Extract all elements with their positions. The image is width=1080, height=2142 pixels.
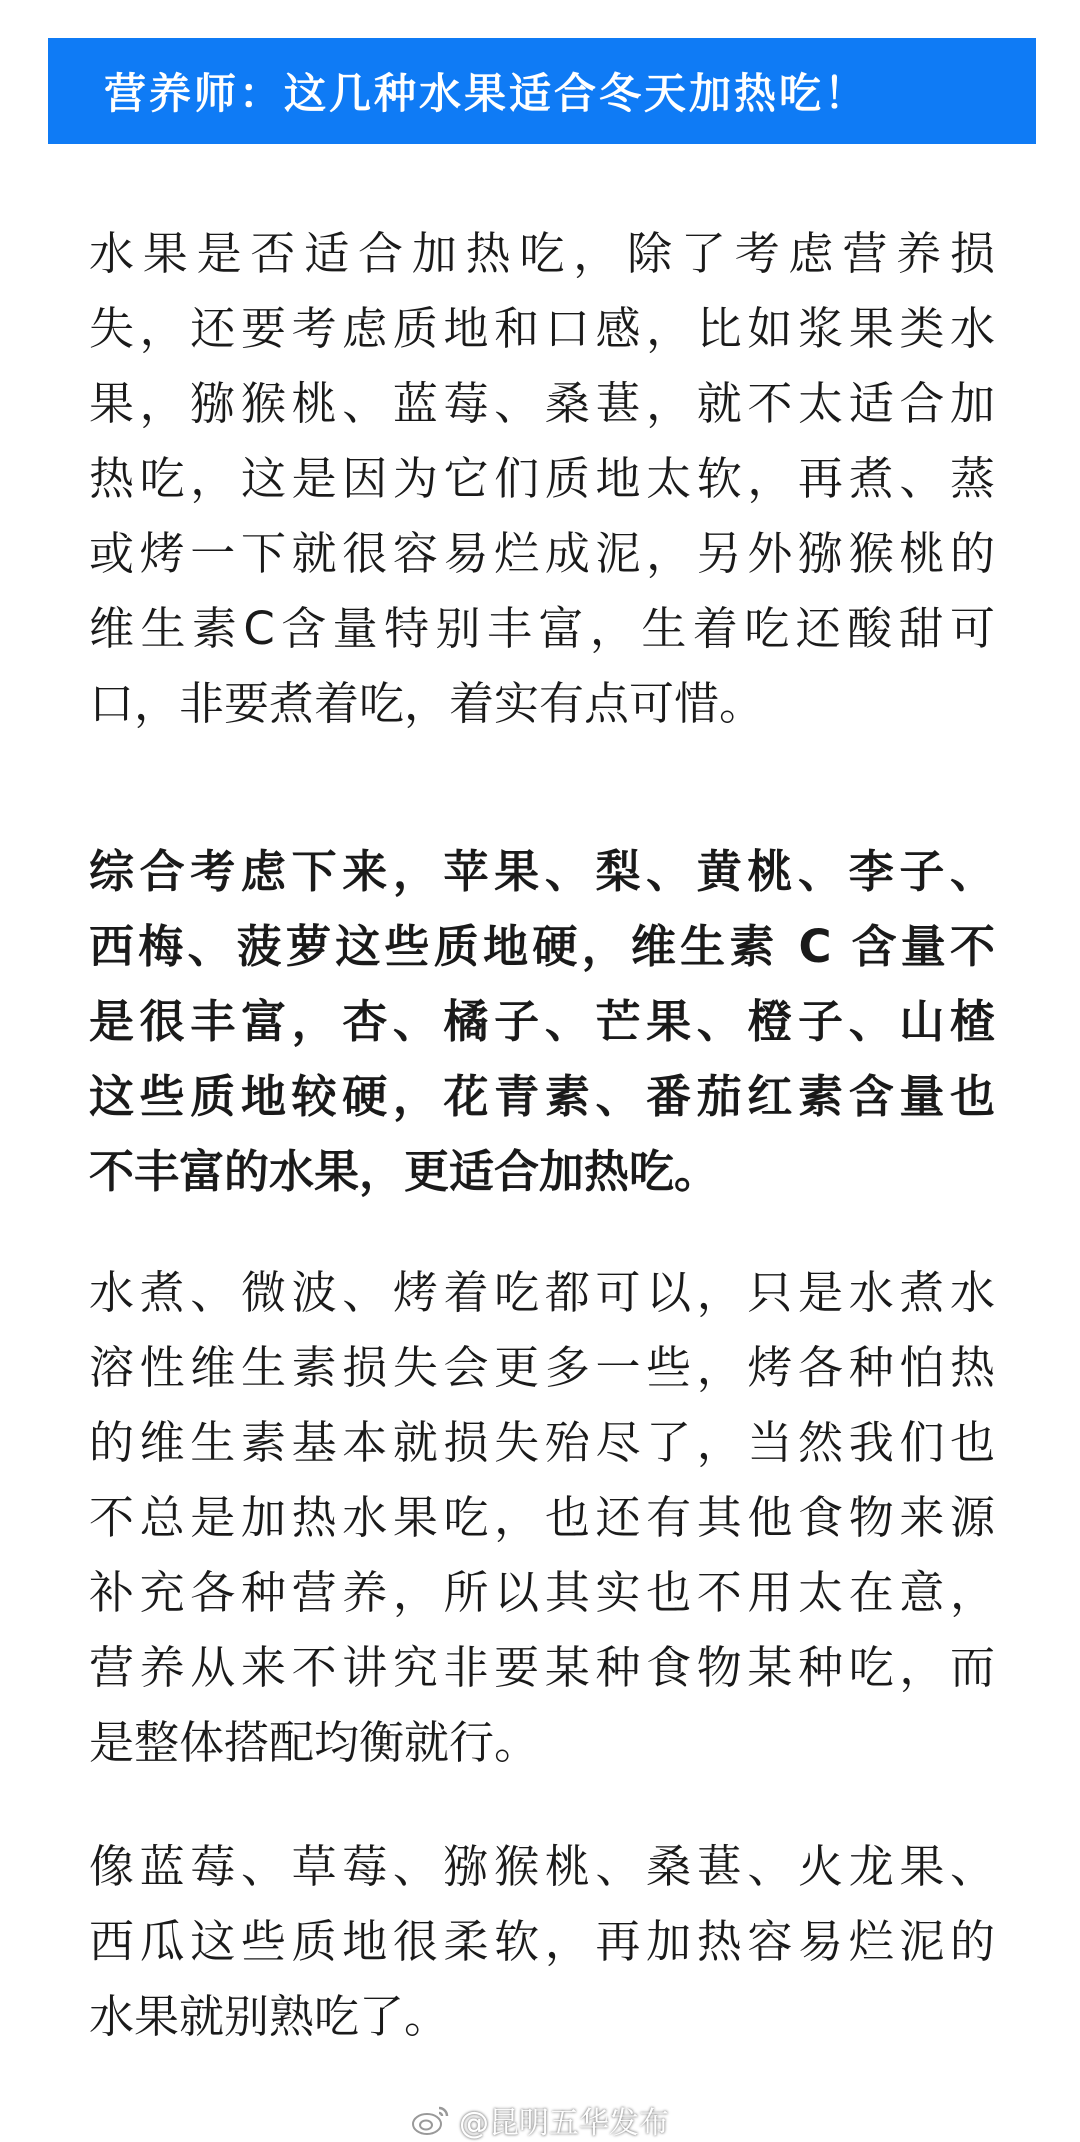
weibo-logo-icon bbox=[411, 2104, 451, 2136]
text-line: 果，猕猴桃、蓝莓、桑葚，就不太适合加 bbox=[89, 377, 995, 430]
text-line: 综合考虑下来，苹果、梨、黄桃、李子、 bbox=[89, 845, 995, 898]
text-line: 是很丰富，杏、橘子、芒果、橙子、山楂 bbox=[89, 995, 995, 1048]
text-line: 西梅、菠萝这些质地硬，维生素 C 含量不 bbox=[89, 920, 995, 973]
text-line: 不总是加热水果吃，也还有其他食物来源 bbox=[89, 1491, 995, 1544]
paragraph-2-bold bbox=[89, 834, 995, 1209]
text-line: 热吃，这是因为它们质地太软，再煮、蒸 bbox=[89, 452, 995, 505]
text-line: 维生素C含量特别丰富，生着吃还酸甜可 bbox=[89, 602, 995, 655]
text-line: 像蓝莓、草莓、猕猴桃、桑葚、火龙果、 bbox=[89, 1840, 995, 1893]
paragraph-1 bbox=[89, 216, 995, 741]
page-title: 营养师：这几种水果适合冬天加热吃！ bbox=[104, 69, 870, 118]
text-line: 水果是否适合加热吃，除了考虑营养损 bbox=[89, 227, 995, 280]
text-line: 营养从来不讲究非要某种食物某种吃，而 bbox=[89, 1641, 995, 1694]
text-line: 不丰富的水果，更适合加热吃。 bbox=[89, 1145, 720, 1198]
text-line: 失，还要考虑质地和口感，比如浆果类水 bbox=[89, 302, 995, 355]
text-line: 溶性维生素损失会更多一些，烤各种怕热 bbox=[89, 1341, 995, 1394]
watermark bbox=[0, 2098, 1080, 2142]
text-line: 的维生素基本就损失殆尽了，当然我们也 bbox=[89, 1416, 995, 1469]
text-line: 水煮、微波、烤着吃都可以，只是水煮水 bbox=[89, 1266, 995, 1319]
text-line: 补充各种营养，所以其实也不用太在意， bbox=[89, 1566, 995, 1619]
text-line: 水果就别熟吃了。 bbox=[89, 1990, 450, 2043]
text-line: 是整体搭配均衡就行。 bbox=[89, 1716, 540, 1769]
title-banner bbox=[48, 38, 1036, 144]
text-line: 口，非要煮着吃，着实有点可惜。 bbox=[89, 677, 765, 730]
text-line: 这些质地较硬，花青素、番茄红素含量也 bbox=[89, 1070, 995, 1123]
paragraph-3 bbox=[89, 1255, 995, 1780]
watermark-text: @昆明五华发布 bbox=[459, 2106, 669, 2141]
text-line: 或烤一下就很容易烂成泥，另外猕猴桃的 bbox=[89, 527, 995, 580]
paragraph-4 bbox=[89, 1829, 995, 2054]
text-line: 西瓜这些质地很柔软，再加热容易烂泥的 bbox=[89, 1915, 995, 1968]
